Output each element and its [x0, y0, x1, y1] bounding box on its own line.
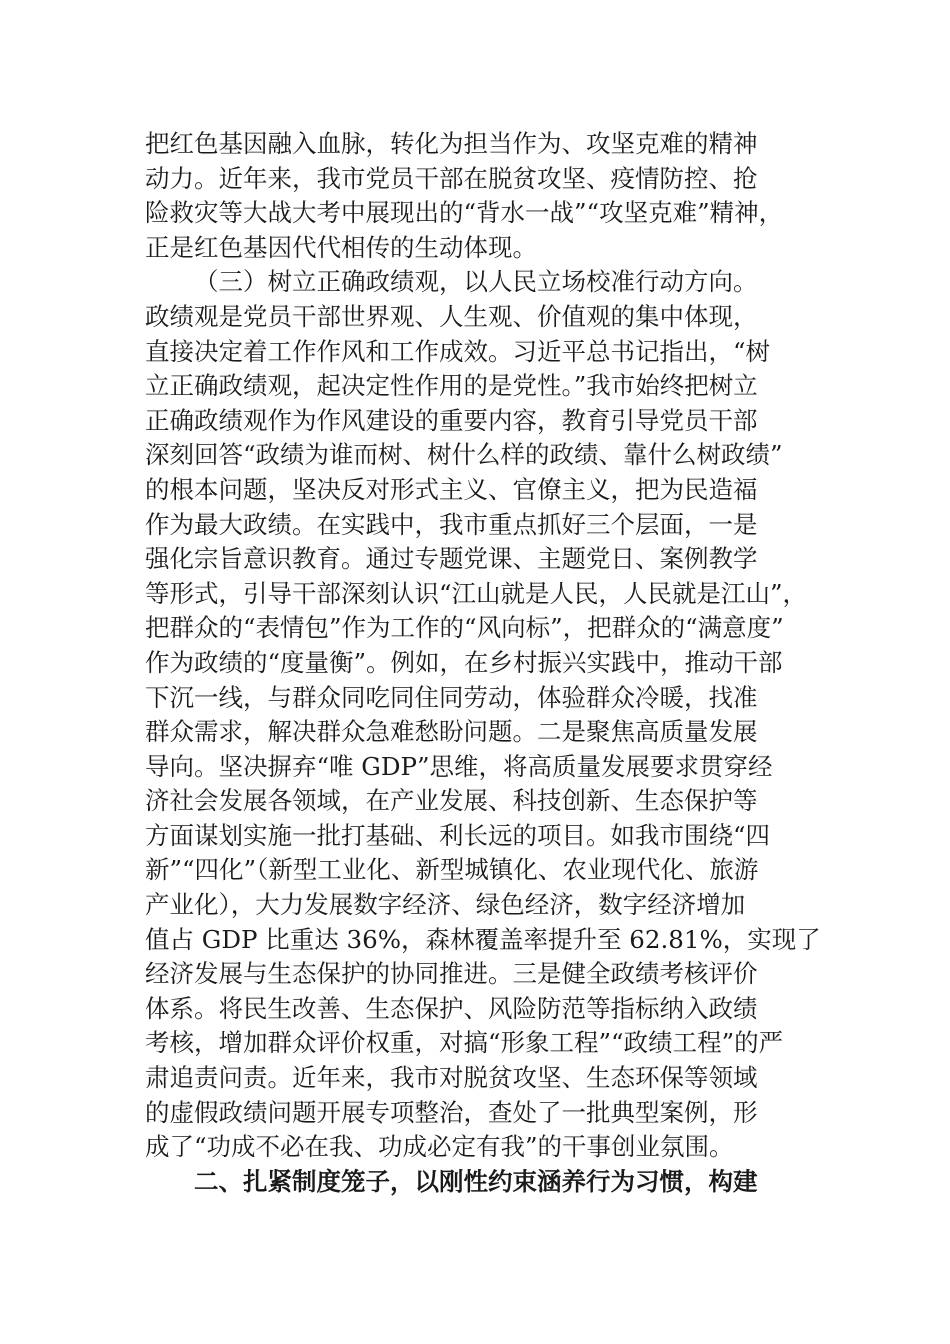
text-line: 作为最大政绩。在实践中，我市重点抓好三个层面，一是 — [145, 509, 758, 539]
text-line: 群众需求，解决群众急难愁盼问题。二是聚焦高质量发展 — [145, 717, 758, 747]
text-line: 新”“四化”（新型工业化、新型城镇化、农业现代化、旅游 — [145, 855, 759, 885]
text-line: 把群众的“表情包”作为工作的“风向标”，把群众的“满意度” — [145, 613, 784, 643]
text-line: 值占 GDP 比重达 36%，森林覆盖率提升至 62.81%，实现了 — [145, 924, 821, 954]
section-heading: 二、扎紧制度笼子，以刚性约束涵养行为习惯，构建 — [194, 1166, 758, 1196]
text-line: 直接决定着工作作风和工作成效。习近平总书记指出，“树 — [145, 336, 771, 366]
text-line: 政绩观是党员干部世界观、人生观、价值观的集中体现， — [145, 301, 758, 331]
text-line: 深刻回答“政绩为谁而树、树什么样的政绩、靠什么树政绩” — [145, 440, 783, 470]
text-line: 险救灾等大战大考中展现出的“背水一战”“攻坚克难”精神， — [145, 198, 784, 228]
text-line: 强化宗旨意识教育。通过专题党课、主题党日、案例教学 — [145, 544, 758, 574]
text-line: 正是红色基因代代相传的生动体现。 — [145, 232, 537, 262]
text-line: 经济发展与生态保护的协同推进。三是健全政绩考核评价 — [145, 959, 758, 989]
text-line: 把红色基因融入血脉，转化为担当作为、攻坚克难的精神 — [145, 129, 758, 158]
document-body — [145, 127, 821, 1199]
text-line: 作为政绩的“度量衡”。例如，在乡村振兴实践中，推动干部 — [145, 647, 783, 677]
text-line: 立正确政绩观，起决定性作用的是党性。”我市始终把树立 — [145, 371, 758, 401]
text-line: 体系。将民生改善、生态保护、风险防范等指标纳入政绩 — [145, 993, 758, 1023]
text-line: 考核，增加群众评价权重，对搞“形象工程”“政绩工程”的严 — [145, 1028, 784, 1058]
text-line: 的虚假政绩问题开展专项整治，查处了一批典型案例，形 — [145, 1097, 758, 1127]
section-subheading: （三）树立正确政绩观，以人民立场校准行动方向。 — [194, 267, 758, 297]
text-line: 肃追责问责。近年来，我市对脱贫攻坚、生态环保等领域 — [145, 1063, 758, 1093]
text-line: 产业化），大力发展数字经济、绿色经济，数字经济增加 — [145, 890, 746, 920]
text-line: 成了“功成不必在我、功成必定有我”的干事创业氛围。 — [145, 1132, 734, 1162]
text-line: 导向。坚决摒弃“唯 GDP”思维，将高质量发展要求贯穿经 — [145, 751, 773, 781]
text-line: 正确政绩观作为作风建设的重要内容，教育引导党员干部 — [145, 405, 758, 435]
text-line: 方面谋划实施一批打基础、利长远的项目。如我市围绕“四 — [145, 820, 771, 850]
text-line: 济社会发展各领域，在产业发展、科技创新、生态保护等 — [145, 786, 758, 816]
text-line: 的根本问题，坚决反对形式主义、官僚主义，把为民造福 — [145, 474, 758, 504]
text-line: 动力。近年来，我市党员干部在脱贫攻坚、疫情防控、抢 — [145, 163, 758, 193]
text-line: 等形式，引导干部深刻认识“江山就是人民，人民就是江山”， — [145, 578, 808, 608]
text-line: 下沉一线，与群众同吃同住同劳动，体验群众冷暖，找准 — [145, 682, 758, 712]
